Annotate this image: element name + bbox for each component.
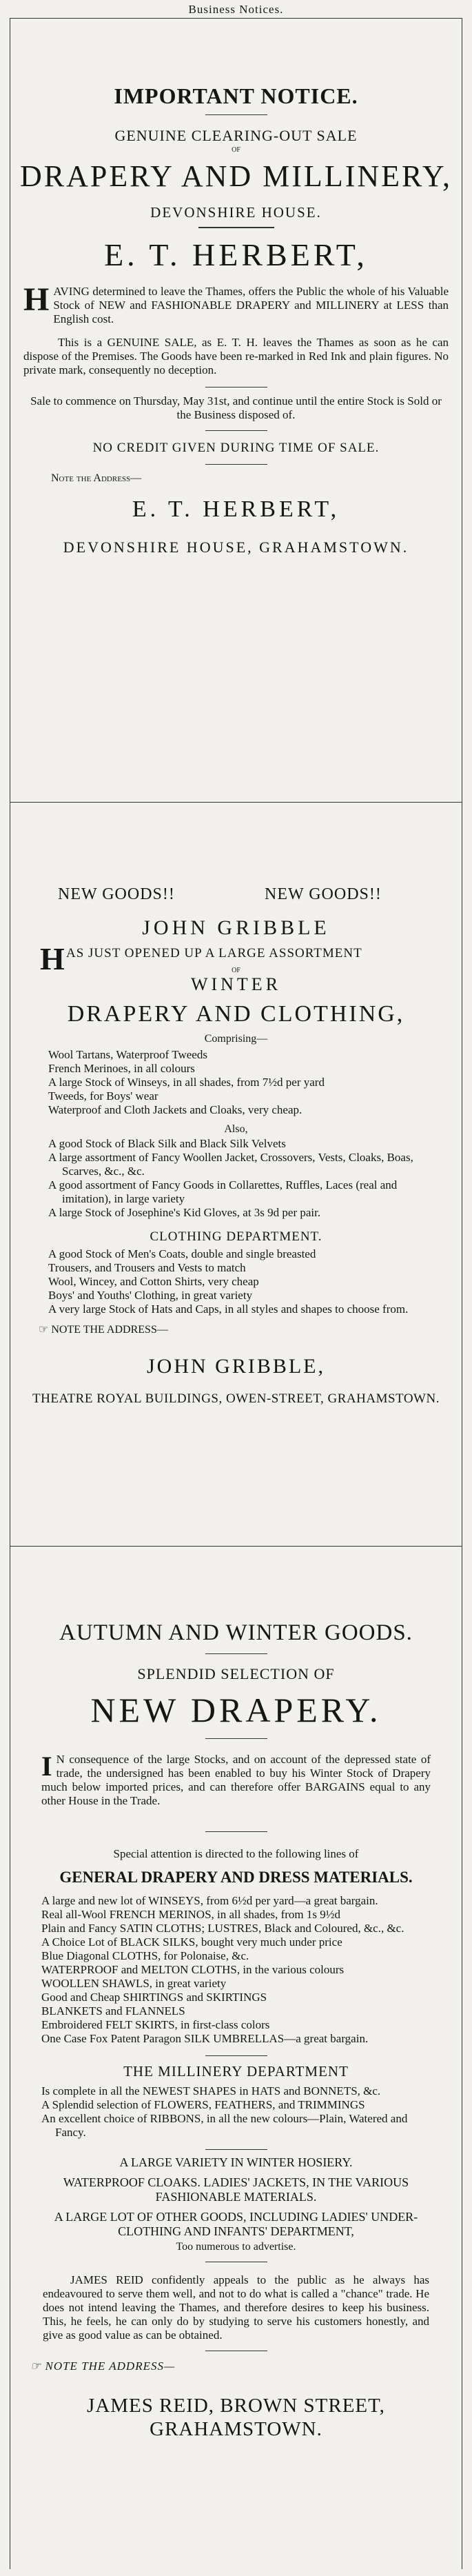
gribble-list-1	[10, 1045, 462, 1117]
list-item: A large assortment of Fancy Woollen Jacket, Crossovers, Vests, Cloaks, Boas, Scarves, &c., &c.	[48, 1151, 413, 1178]
list-item: WATERPROOF and MELTON CLOTHS, in the various colours	[41, 1963, 345, 1976]
herbert-note: Note the Address—	[51, 472, 142, 484]
gribble-list-2	[10, 1136, 462, 1220]
list-item: A very large Stock of Hats and Caps, in all styles and shapes to choose from.	[48, 1302, 409, 1316]
list-item: Is complete in all the NEWEST SHAPES in HATS and BONNETS, &c.	[41, 2084, 381, 2097]
list-item: Wool Tartans, Waterproof Tweeds	[48, 1048, 207, 1061]
divider	[198, 227, 274, 228]
reid-para-1: I N consequence of the large Stocks, and on account of the depressed state of trade, the undersigned has been enabled to buy his Winter Stock of Drapery much below imported prices, and can therefore offer BARGAINS equal to any other House in the Trade.	[41, 1751, 431, 1807]
list-item: Trousers, and Trousers and Vests to match	[48, 1261, 246, 1274]
herbert-place: DEVONSHIRE HOUSE.	[150, 204, 322, 221]
ad-separator	[10, 802, 462, 803]
reid-hosiery: A LARGE VARIETY IN WINTER HOSIERY.	[119, 2155, 353, 2169]
gribble-name: JOHN GRIBBLE	[142, 916, 330, 939]
herbert-of: OF	[232, 146, 240, 154]
herbert-headline: IMPORTANT NOTICE.	[114, 83, 358, 108]
list-item: Blue Diagonal CLOTHS, for Polonaise, &c.	[41, 1949, 249, 1962]
list-item: Real all-Wool FRENCH MERINOS, in all shades, from 1s 9½d	[41, 1908, 340, 1921]
ad-gribble	[10, 885, 462, 1407]
divider	[205, 430, 267, 431]
header-rule	[10, 18, 462, 19]
gribble-opened-text: AS JUST OPENED UP A LARGE ASSORTMENT	[66, 946, 362, 960]
divider	[205, 1831, 267, 1832]
divider	[205, 464, 267, 465]
ad-herbert	[10, 83, 462, 556]
list-item: Embroidered FELT SKIRTS, in first-class colors	[41, 2018, 270, 2031]
new-goods-left: NEW GOODS!!	[58, 885, 175, 903]
drop-cap: I	[41, 1751, 52, 1782]
gribble-address-name: JOHN GRIBBLE,	[146, 1355, 325, 1378]
herbert-title: DRAPERY AND MILLINERY,	[19, 159, 453, 193]
ad-separator	[10, 1546, 462, 1547]
new-goods-right: NEW GOODS!!	[265, 885, 382, 903]
list-item: A large Stock of Winseys, in all shades, from 7½d per yard	[48, 1076, 325, 1089]
drop-cap: H	[23, 281, 50, 318]
herbert-name: E. T. HERBERT,	[104, 237, 368, 272]
reid-note: ☞ NOTE THE ADDRESS—	[30, 2359, 176, 2373]
gribble-new-goods	[10, 885, 462, 909]
list-item: A large and new lot of WINSEYS, from 6½d per yard—a great bargain.	[41, 1894, 378, 1907]
herbert-address-name: E. T. HERBERT,	[132, 496, 340, 522]
reid-big-title: NEW DRAPERY.	[90, 1691, 382, 1729]
herbert-para-2: This is a GENUINE SALE, as E. T. H. leaves the Thames as soon as he can dispose of the Premises. The Goods have been re-marked in Red Ink and plain figures. No private mark, consequently no deception.	[23, 336, 449, 376]
divider	[205, 2149, 267, 2150]
gribble-opened	[10, 943, 462, 976]
list-item: Wool, Wincey, and Cotton Shirts, very cheap	[48, 1275, 259, 1288]
list-item: Boys' and Youths' Clothing, in great variety	[48, 1289, 253, 1302]
divider	[205, 387, 267, 388]
herbert-address: DEVONSHIRE HOUSE, GRAHAMSTOWN.	[63, 539, 409, 556]
page-header: Business Notices.	[188, 3, 284, 16]
gribble-of: OF	[232, 967, 240, 974]
gribble-comprising: Comprising—	[204, 1033, 268, 1045]
reid-millinery: THE MILLINERY DEPARTMENT	[123, 2063, 349, 2080]
reid-list-2	[10, 2080, 462, 2140]
gribble-winter: WINTER	[190, 974, 282, 994]
reid-too-numerous: Too numerous to advertise.	[176, 2241, 296, 2253]
reid-body	[10, 1744, 462, 1808]
list-item: One Case Fox Patent Paragon SILK UMBRELLAS—a great bargain.	[41, 2032, 369, 2045]
reid-list-1	[10, 1887, 462, 2046]
list-item: Waterproof and Cloth Jackets and Cloaks, very cheap.	[48, 1103, 302, 1116]
list-item: Plain and Fancy SATIN CLOTHS; LUSTRES, Black and Coloured, &c., &c.	[41, 1922, 404, 1935]
gribble-clothing: CLOTHING DEPARTMENT.	[150, 1229, 322, 1244]
list-item: A Choice Lot of BLACK SILKS, bought very much under price	[41, 1935, 342, 1949]
list-item: WOOLLEN SHAWLS, in great variety	[41, 1977, 227, 1990]
reid-cloaks: WATERPROOF CLOAKS. LADIES' JACKETS, IN THE VARIOUS FASHIONABLE MATERIALS.	[63, 2175, 409, 2204]
reid-subheadline: SPLENDID SELECTION OF	[137, 1665, 335, 1682]
reid-title: AUTUMN AND WINTER GOODS.	[59, 1620, 413, 1645]
reid-general: GENERAL DRAPERY AND DRESS MATERIALS.	[59, 1869, 413, 1886]
reid-appeal: JAMES REID confidently appeals to the public as he always has endeavoured to serve them well, and not to do what is called a "chance" trade. He does not intend leaving the Thames, and therefore desires to keep his business. This, he feels, he can only do by studying to serve his customers honestly, and give as good value as can be obtained.	[43, 2273, 429, 2342]
list-item: Tweeds, for Boys' wear	[48, 1089, 158, 1103]
list-item: An excellent choice of RIBBONS, in all the new colours—Plain, Watered and Fancy.	[41, 2112, 408, 2139]
divider	[205, 1653, 267, 1654]
list-item: Good and Cheap SHIRTINGS and SKIRTINGS	[41, 1991, 267, 2004]
list-item: A good Stock of Black Silk and Black Silk Velvets	[48, 1137, 286, 1150]
list-item: A good Stock of Men's Coats, double and single breasted	[48, 1247, 316, 1260]
herbert-para-3: Sale to commence on Thursday, May 31st, and continue until the entire Stock is Sold or the Business disposed of.	[30, 394, 442, 421]
gribble-address: THEATRE ROYAL BUILDINGS, OWEN-STREET, GRAHAMSTOWN.	[32, 1391, 440, 1406]
herbert-body	[10, 274, 462, 556]
divider	[205, 2055, 267, 2056]
list-item: A good assortment of Fancy Goods in Collarettes, Ruffles, Laces (real and imitation), in large variety	[48, 1178, 398, 1205]
drop-cap: H	[40, 941, 65, 976]
divider	[205, 114, 267, 115]
list-item: French Merinoes, in all colours	[48, 1062, 195, 1075]
reid-attention: Special attention is directed to the following lines of	[113, 1847, 359, 1860]
ad-reid	[10, 1619, 462, 2441]
herbert-subheadline: GENUINE CLEARING-OUT SALE	[114, 127, 358, 144]
list-item: A Splendid selection of FLOWERS, FEATHERS, and TRIMMINGS	[41, 2098, 365, 2111]
reid-address: JAMES REID, BROWN STREET, GRAHAMSTOWN.	[87, 2395, 385, 2440]
gribble-note: ☞ NOTE THE ADDRESS—	[39, 1324, 168, 1336]
gribble-title: DRAPERY AND CLOTHING,	[67, 1001, 405, 1027]
gribble-list-3	[10, 1245, 462, 1316]
list-item: BLANKETS and FLANNELS	[41, 2004, 185, 2017]
reid-other-goods: A LARGE LOT OF OTHER GOODS, INCLUDING LADIES' UNDER-CLOTHING AND INFANTS' DEPARTMENT,	[54, 2210, 418, 2238]
gribble-also: Also,	[224, 1123, 248, 1135]
herbert-para-1: HAVING determined to leave the Thames, offers the Public the whole of his Valuable Stock of NEW and FASHIONABLE DRAPERY and MILLINERY at LESS than English cost.	[23, 281, 449, 325]
divider	[205, 1738, 267, 1739]
list-item: A large Stock of Josephine's Kid Gloves, at 3s 9d per pair.	[48, 1206, 321, 1219]
herbert-no-credit: NO CREDIT GIVEN DURING TIME OF SALE.	[92, 441, 380, 455]
